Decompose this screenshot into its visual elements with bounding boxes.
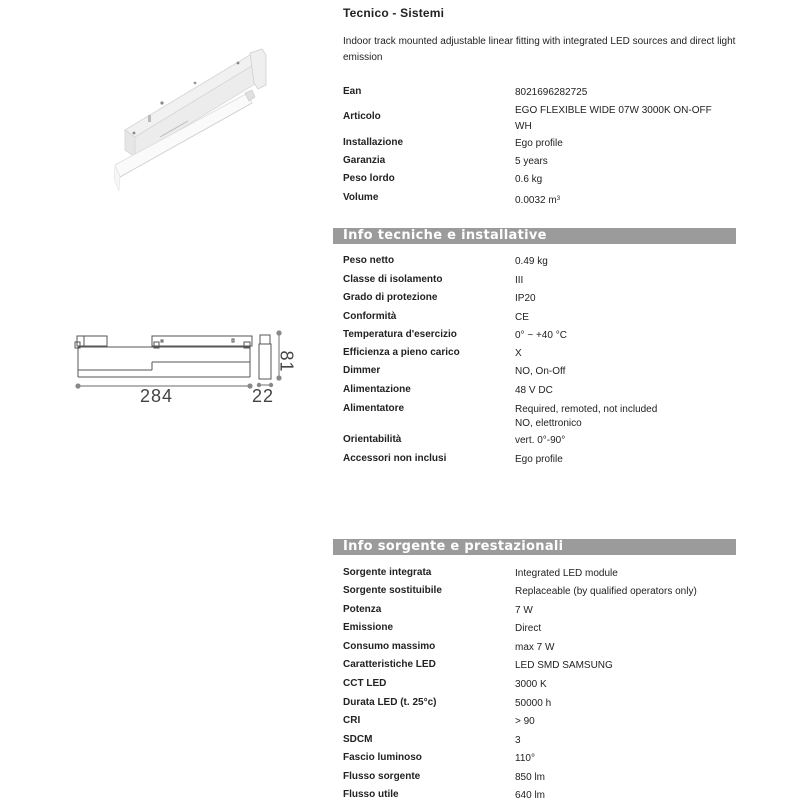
row-value: IP20	[515, 293, 536, 304]
row-label: Efficienza a pieno carico	[343, 347, 460, 358]
row-label: Alimentazione	[343, 384, 411, 395]
row-value: X	[515, 348, 522, 359]
row-label: Consumo massimo	[343, 641, 436, 652]
product-description: Indoor track mounted adjustable linear fitting with integrated LED sources and direct light emission	[343, 36, 736, 63]
row-value: Integrated LED module	[515, 568, 618, 579]
row-label: Fascio luminoso	[343, 752, 422, 763]
row-value: NO, On-Off	[515, 366, 566, 377]
row-label: Volume	[343, 192, 379, 203]
row-value: Replaceable (by qualified operators only)	[515, 586, 697, 597]
volume-unit-exponent: 3	[556, 196, 561, 202]
row-label: Grado di protezione	[343, 292, 438, 303]
row-label: Installazione	[343, 137, 404, 148]
row-label: Classe di isolamento	[343, 274, 443, 285]
section-title: Info tecniche e installative	[343, 228, 547, 243]
row-value: 7 W	[515, 605, 533, 616]
row-value: Required, remoted, not included	[515, 404, 658, 415]
product-image	[100, 45, 280, 205]
row-value: 0° ~ +40 °C	[515, 330, 567, 341]
row-value-line2: WH	[515, 121, 532, 132]
page-title: Tecnico - Sistemi	[343, 6, 445, 20]
row-label: Potenza	[343, 604, 382, 615]
row-value: 50000 h	[515, 698, 552, 709]
row-value: > 90	[515, 716, 535, 727]
row-label: SDCM	[343, 734, 373, 745]
row-value: 0.49 kg	[515, 256, 548, 267]
row-value: 5 years	[515, 156, 548, 167]
row-label: CCT LED	[343, 678, 387, 689]
linear-fitting-illustration	[100, 45, 280, 205]
row-label: CRI	[343, 715, 361, 726]
row-label: Peso netto	[343, 255, 395, 266]
row-label: Alimentatore	[343, 403, 405, 414]
row-value: EGO FLEXIBLE WIDE 07W 3000K ON-OFF	[515, 105, 712, 116]
row-value: LED SMD SAMSUNG	[515, 660, 613, 671]
row-label: Flusso utile	[343, 789, 399, 800]
section-header-technical	[333, 228, 736, 244]
row-label: Ean	[343, 86, 362, 97]
row-label: Dimmer	[343, 365, 381, 376]
row-label: Durata LED (t. 25°c)	[343, 697, 437, 708]
section-header-source	[333, 539, 736, 555]
dimension-drawing	[70, 325, 310, 410]
dimension-width: 22	[252, 386, 275, 406]
volume-value: 0.0032 m	[515, 195, 557, 206]
dimension-length: 284	[140, 386, 174, 406]
row-label: Garanzia	[343, 155, 386, 166]
dimension-height: 81	[276, 350, 297, 373]
row-label: Emissione	[343, 622, 394, 633]
row-value: Direct	[515, 623, 542, 634]
row-value: 850 lm	[515, 772, 546, 783]
row-value: vert. 0°-90°	[515, 435, 566, 446]
row-label: Caratteristiche LED	[343, 659, 436, 670]
row-label: Temperatura d'esercizio	[343, 329, 457, 340]
row-label: Articolo	[343, 111, 381, 122]
section-title: Info sorgente e prestazionali	[343, 539, 564, 554]
row-value: Ego profile	[515, 138, 563, 149]
row-value: III	[515, 275, 524, 286]
row-value: 48 V DC	[515, 385, 553, 396]
row-value: 640 lm	[515, 790, 546, 801]
row-value: 3000 K	[515, 679, 547, 690]
row-value: max 7 W	[515, 642, 555, 653]
row-label: Flusso sorgente	[343, 771, 421, 782]
row-label: Sorgente integrata	[343, 567, 432, 578]
row-value	[515, 192, 560, 208]
row-value: 8021696282725	[515, 87, 588, 98]
row-label: Conformità	[343, 311, 397, 322]
row-label: Orientabilità	[343, 434, 402, 445]
row-value: CE	[515, 312, 529, 323]
row-value: 110°	[515, 753, 535, 764]
row-value-line2: NO, elettronico	[515, 418, 582, 429]
row-label: Sorgente sostituibile	[343, 585, 442, 596]
row-value: 3	[515, 735, 521, 746]
row-value: 0.6 kg	[515, 174, 543, 185]
row-label: Peso lordo	[343, 173, 395, 184]
row-value: Ego profile	[515, 454, 563, 465]
row-label: Accessori non inclusi	[343, 453, 447, 464]
